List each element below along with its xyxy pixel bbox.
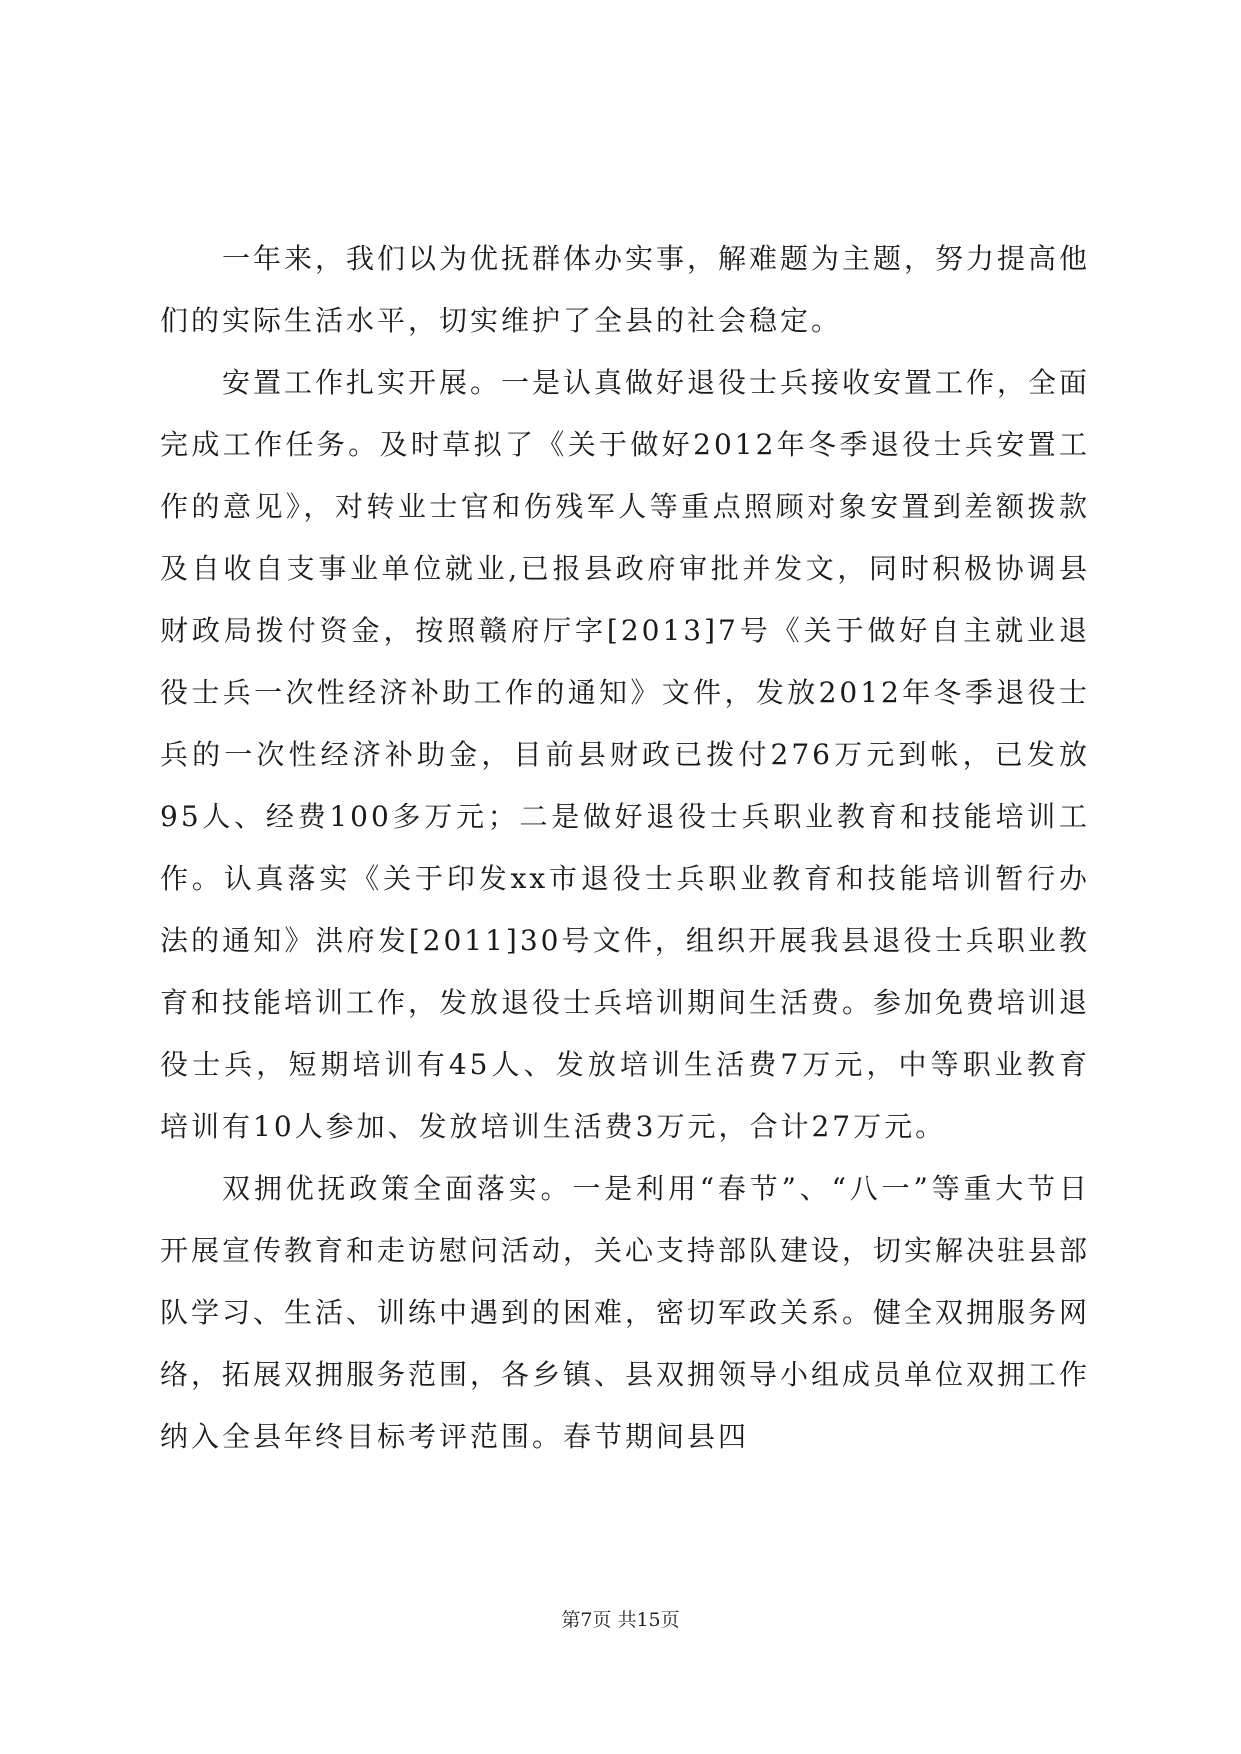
- page-number-footer: 第7页 共15页: [561, 1609, 680, 1631]
- document-body: [160, 228, 1090, 1468]
- paragraph-resettlement: 安置工作扎实开展。一是认真做好退役士兵接收安置工作，全面完成工作任务。及时草拟了《关于做好2012年冬季退役士兵安置工作的意见》，对转业士官和伤残军人等重点照顾对象安置到差额拨款及自收自支事业单位就业,已报县政府审批并发文，同时积极协调县财政局拨付资金，按照赣府厅字[2013]7号《关于做好自主就业退役士兵一次性经济补助工作的通知》文件，发放2012年冬季退役士兵的一次性经济补助金，目前县财政已拨付276万元到帐，已发放95人、经费100多万元；二是做好退役士兵职业教育和技能培训工作。认真落实《关于印发xx市退役士兵职业教育和技能培训暂行办法的通知》洪府发[2011]30号文件，组织开展我县退役士兵职业教育和技能培训工作，发放退役士兵培训期间生活费。参加免费培训退役士兵，短期培训有45人、发放培训生活费7万元，中等职业教育培训有10人参加、发放培训生活费3万元，合计27万元。: [160, 366, 1091, 1143]
- paragraph-double-support: 双拥优抚政策全面落实。一是利用“春节”、“八一”等重大节日开展宣传教育和走访慰问活动，关心支持部队建设，切实解决驻县部队学习、生活、训练中遇到的困难，密切军政关系。健全双拥服务网络，拓展双拥服务范围，各乡镇、县双拥领导小组成员单位双拥工作纳入全县年终目标考评范围。春节期间县四: [160, 1172, 1091, 1453]
- paragraph-summary: 一年来，我们以为优抚群体办实事，解难题为主题，努力提高他们的实际生活水平，切实维护了全县的社会稳定。: [160, 242, 1091, 337]
